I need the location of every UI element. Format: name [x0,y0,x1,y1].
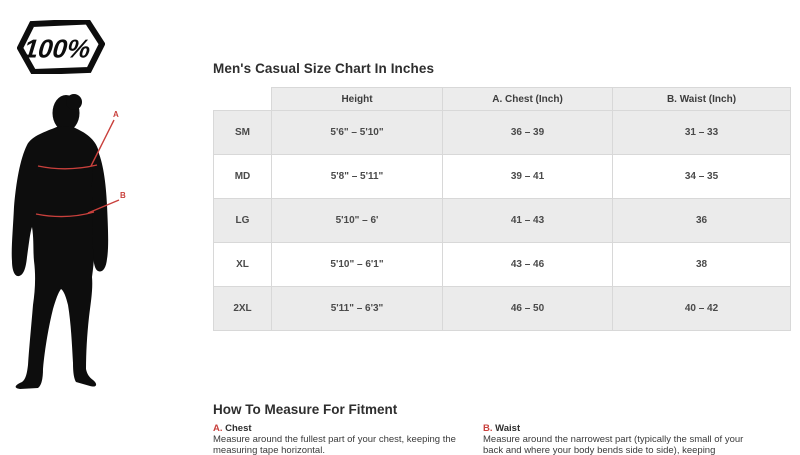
height-cell: 5'6" – 5'10" [272,111,443,155]
chest-cell: 43 – 46 [443,243,613,287]
waist-marker-label: B [120,191,126,200]
height-cell: 5'8" – 5'11" [272,155,443,199]
size-cell: 2XL [214,287,272,331]
table-row-xl [214,243,791,287]
measure-waist-title: Waist [495,423,521,434]
header-cell-chest: A. Chest (Inch) [443,88,613,111]
chest-cell: 36 – 39 [443,111,613,155]
measure-waist-text: Measure around the narrowest part (typically the small of your back and where your body bends side to side), keeping [483,434,744,455]
measure-section-heading: How To Measure For Fitment [213,402,398,417]
measure-item-chest [213,423,483,455]
size-cell: SM [214,111,272,155]
height-cell: 5'10" – 6'1" [272,243,443,287]
header-cell-height: Height [272,88,443,111]
size-chart-table [213,87,791,331]
height-cell: 5'11" – 6'3" [272,287,443,331]
waist-cell: 31 – 33 [613,111,791,155]
waist-cell: 38 [613,243,791,287]
table-row-md [214,155,791,199]
table-row-lg [214,199,791,243]
measure-chest-text: Measure around the fullest part of your chest, keeping the measuring tape horizontal. [213,434,456,455]
chest-cell: 39 – 41 [443,155,613,199]
logo-text: 100% [22,33,92,64]
measure-chest-label [213,423,483,434]
body-silhouette-diagram [0,90,145,398]
table-header-row [214,88,791,111]
how-to-measure-section [213,402,791,455]
table-row-sm [214,111,791,155]
silhouette-shape [12,94,108,389]
header-cell-waist: B. Waist (Inch) [613,88,791,111]
waist-cell: 40 – 42 [613,287,791,331]
waist-cell: 34 – 35 [613,155,791,199]
size-cell: MD [214,155,272,199]
measure-waist-letter: B. [483,423,493,434]
size-chart-content [213,61,791,331]
measure-chest-title: Chest [225,423,252,434]
height-cell: 5'10" – 6' [272,199,443,243]
brand-logo-100-percent-icon [17,20,105,74]
chest-cell: 46 – 50 [443,287,613,331]
page-title: Men's Casual Size Chart In Inches [213,61,435,76]
table-row-2xl [214,287,791,331]
measure-waist-label [483,423,753,434]
size-cell: LG [214,199,272,243]
measure-chest-letter: A. [213,423,223,434]
waist-cell: 36 [613,199,791,243]
header-cell-blank [214,88,272,111]
measure-item-waist [483,423,753,455]
chest-marker-label: A [113,110,119,119]
chest-cell: 41 – 43 [443,199,613,243]
size-cell: XL [214,243,272,287]
